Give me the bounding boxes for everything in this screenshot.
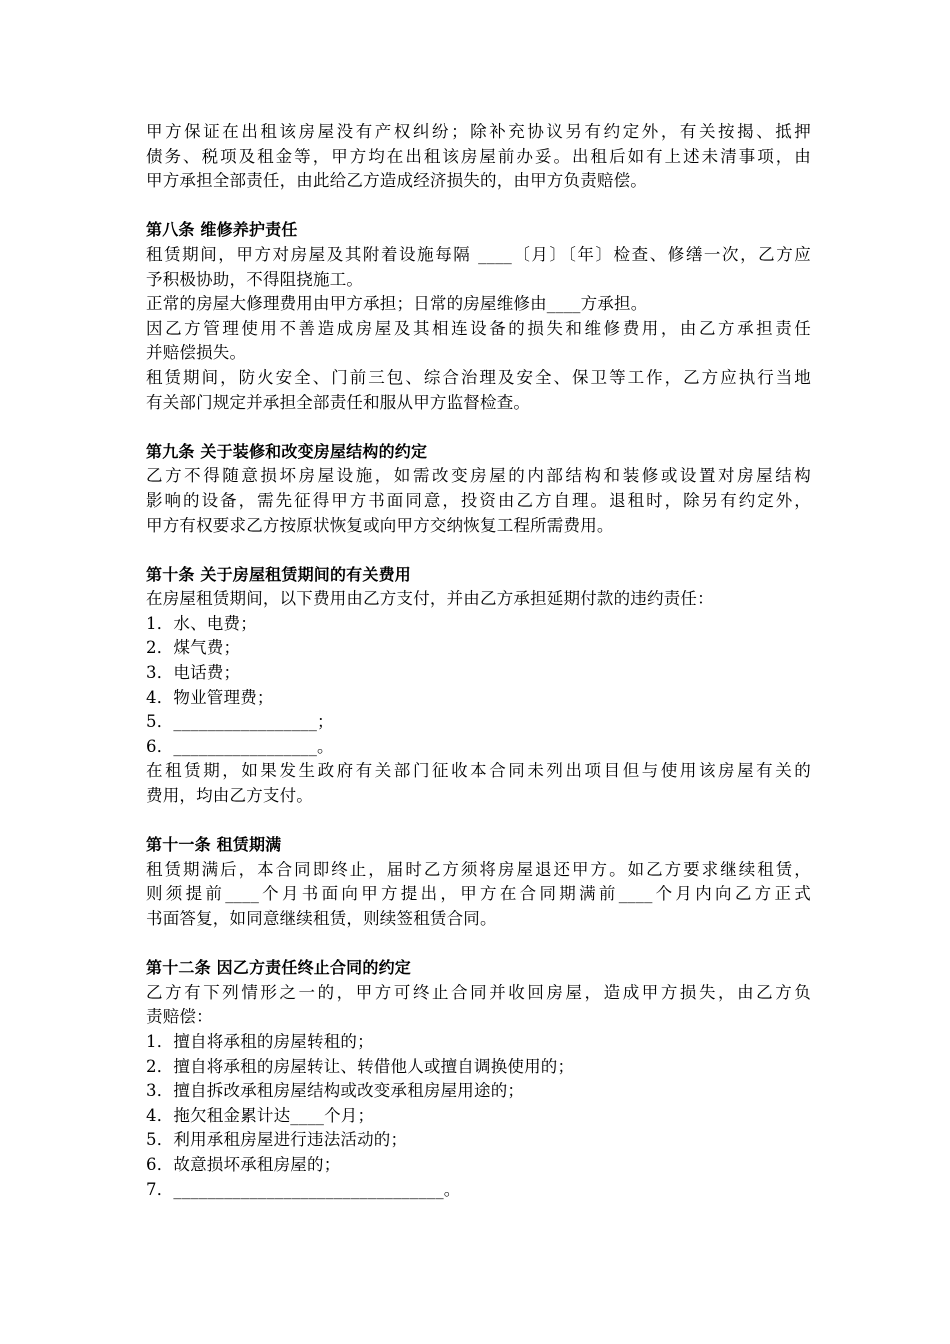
text-line: 租赁期满后，本合同即终止，届时乙方须将房屋退还甲方。如乙方要求继续租赁， [146, 859, 811, 879]
text-line: 在租赁期，如果发生政府有关部门征收本合同未列出项目但与使用该房屋有关的 [146, 761, 811, 781]
text-line: 租赁期间，甲方对房屋及其附着设施每隔 ____〔月〕〔年〕检查、修缮一次，乙方应 [146, 244, 811, 264]
list-item: 2．煤气费； [146, 638, 241, 658]
text-line: 予积极协助，不得阻挠施工。 [146, 269, 364, 289]
list-item: 1．水、电费； [146, 613, 257, 633]
text-line: 并赔偿损失。 [146, 343, 247, 363]
text-line: 有关部门规定并承担全部责任和服从甲方监督检查。 [146, 392, 531, 412]
article-10-section [146, 563, 811, 809]
document-page [146, 120, 811, 1202]
text-line: 责赔偿： [146, 1007, 213, 1027]
list-item: 5．利用承租房屋进行违法活动的； [146, 1130, 408, 1150]
list-item: 4．拖欠租金累计达____个月； [146, 1105, 375, 1125]
article-12-section [146, 956, 811, 1202]
text-line: 甲方有权要求乙方按原状恢复或向甲方交纳恢复工程所需费用。 [146, 515, 614, 535]
text-line: 书面答复，如同意继续租赁，则续签租赁合同。 [146, 909, 497, 928]
article-9-title: 第九条 关于装修和改变房屋结构的约定 [146, 441, 428, 461]
text-line: 租赁期间，防火安全、门前三包、综合治理及安全、保卫等工作，乙方应执行当地 [146, 367, 811, 387]
text-line: 正常的房屋大修理费用由甲方承担；日常的房屋维修由____方承担。 [146, 294, 648, 314]
list-item: 1．擅自将承租的房屋转租的； [146, 1031, 374, 1051]
text-line: 费用，均由乙方支付。 [146, 786, 313, 806]
list-item: 6．_________________。 [146, 736, 334, 756]
list-item: 3．擅自拆改承租房屋结构或改变承租房屋用途的； [146, 1081, 525, 1101]
article-10-title: 第十条 关于房屋租赁期间的有关费用 [146, 564, 411, 584]
text-line: 乙方不得随意损坏房屋设施，如需改变房屋的内部结构和装修或设置对房屋结构 [146, 466, 811, 486]
intro-paragraph [146, 120, 811, 194]
text-line: 甲方承担全部责任，由此给乙方造成经济损失的，由甲方负责赔偿。 [146, 171, 647, 191]
article-11-section [146, 833, 811, 931]
text-line: 在房屋租赁期间，以下费用由乙方支付，并由乙方承担延期付款的违约责任： [146, 589, 714, 609]
text-line: 乙方有下列情形之一的，甲方可终止合同并收回房屋，造成甲方损失，由乙方负 [146, 982, 811, 1002]
article-8-section [146, 218, 811, 415]
list-item: 6．故意损坏承租房屋的； [146, 1154, 341, 1174]
article-9-section [146, 440, 811, 538]
text-line: 甲方保证在出租该房屋没有产权纠纷；除补充协议另有约定外，有关按揭、抵押 [146, 122, 811, 141]
list-item: 3．电话费； [146, 663, 241, 683]
list-item: 5．_________________； [146, 712, 334, 732]
text-line: 则须提前____个月书面向甲方提出，甲方在合同期满前____个月内向乙方正式 [146, 884, 811, 904]
article-11-title: 第十一条 租赁期满 [146, 835, 282, 855]
list-item: 7．________________________________。 [146, 1179, 461, 1199]
list-item: 2．擅自将承租的房屋转让、转借他人或擅自调换使用的； [146, 1056, 575, 1076]
text-line: 债务、税项及租金等，甲方均在出租该房屋前办妥。出租后如有上述未清事项，由 [146, 146, 811, 166]
text-line: 因乙方管理使用不善造成房屋及其相连设备的损失和维修费用，由乙方承担责任 [146, 318, 811, 338]
article-12-title: 第十二条 因乙方责任终止合同的约定 [146, 958, 411, 978]
article-8-title: 第八条 维修养护责任 [146, 220, 298, 240]
text-line: 影响的设备，需先征得甲方书面同意，投资由乙方自理。退租时，除另有约定外， [146, 490, 811, 510]
list-item: 4．物业管理费； [146, 687, 274, 707]
